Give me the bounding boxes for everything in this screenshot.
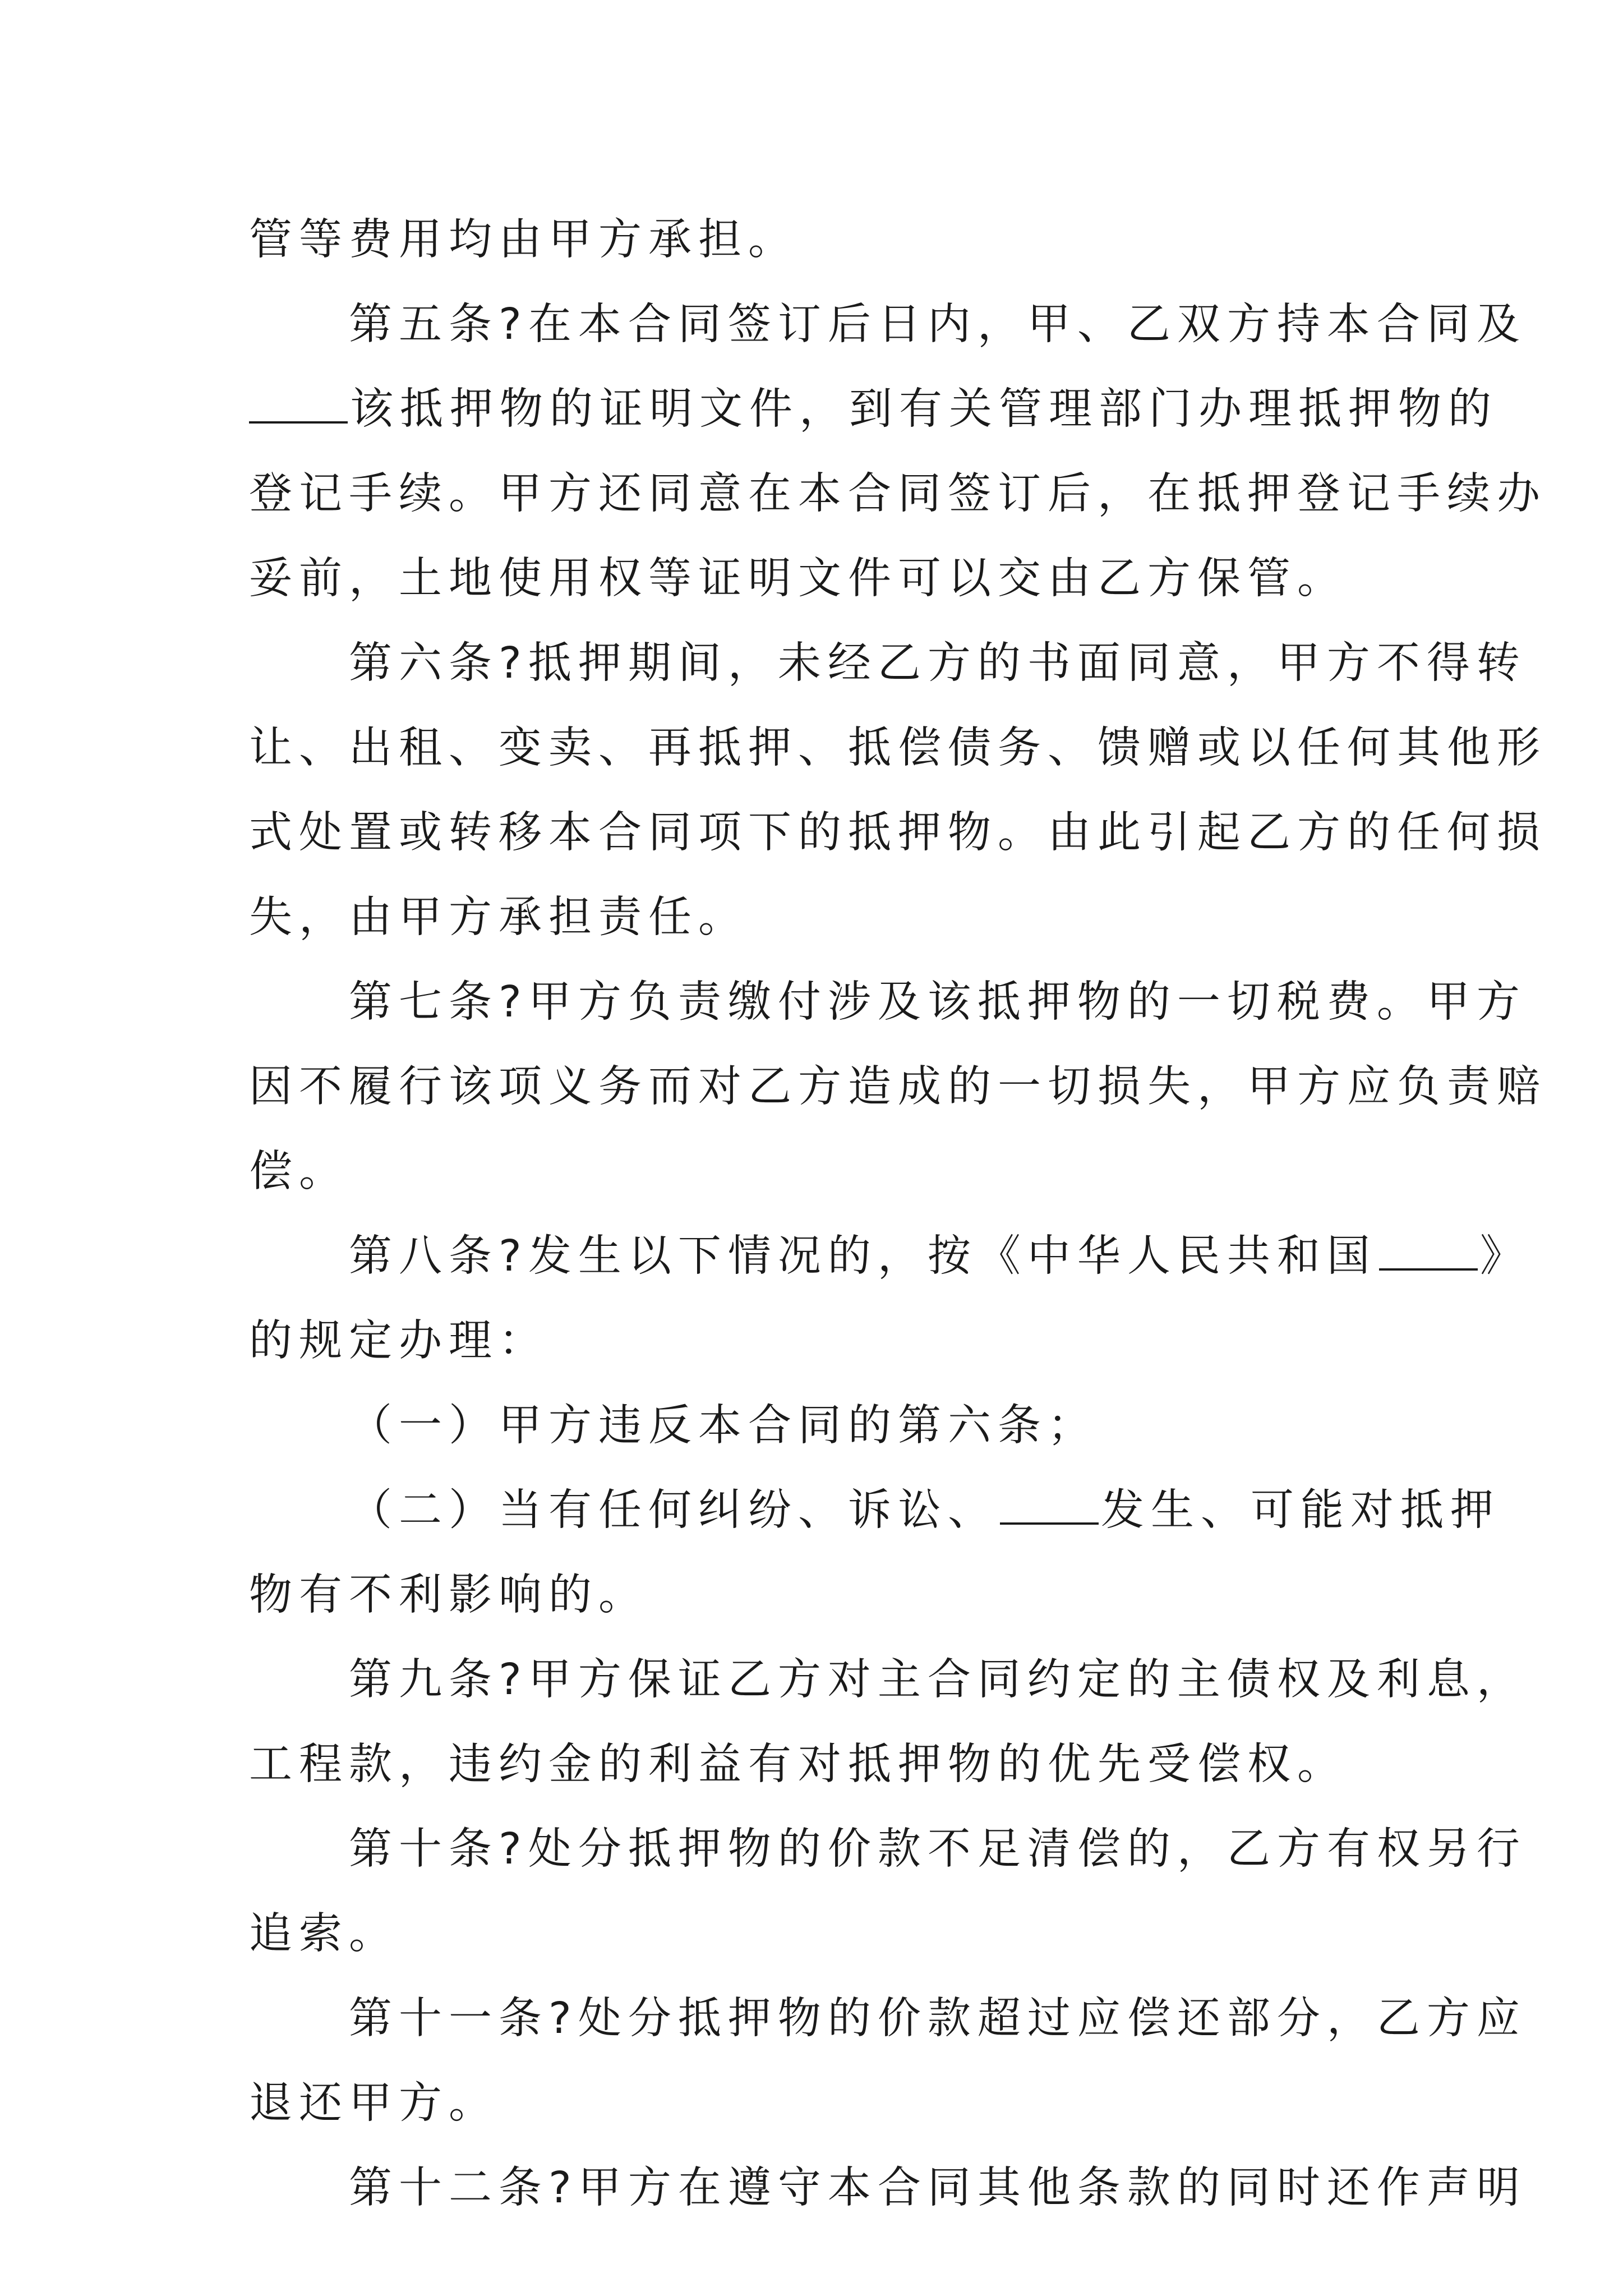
text-line	[249, 536, 1382, 621]
line-text: 的规定办理：	[249, 1316, 548, 1366]
text-line	[249, 875, 1382, 960]
line-text: 第十一条?处分抵押物的价款超过应偿还部分，乙方应	[349, 1994, 1527, 2044]
line-text: 第十二条?甲方在遵守本合同其他条款的同时还作声明	[349, 2163, 1527, 2213]
line-text: 》	[1479, 1231, 1530, 1281]
fill-in-blank	[249, 388, 348, 424]
line-text: 式处置或转移本合同项下的抵押物。由此引起乙方的任何损	[249, 808, 1547, 858]
fill-in-blank	[1000, 1489, 1099, 1525]
text-line	[249, 1299, 1382, 1383]
text-line	[249, 2061, 1382, 2146]
text-line	[249, 1722, 1382, 1807]
text-line	[249, 790, 1547, 875]
text-line	[249, 282, 1527, 367]
text-line	[249, 706, 1547, 790]
line-text: 第五条?在本合同签订后日内，甲、乙双方持本合同及	[349, 300, 1527, 349]
text-line	[249, 1383, 1382, 1468]
line-text: 让、出租、变卖、再抵押、抵偿债务、馈赠或以任何其他形	[249, 723, 1547, 773]
line-text: 工程款，违约金的利益有对抵押物的优先受偿权。	[249, 1740, 1347, 1789]
text-line	[249, 960, 1527, 1045]
line-text: 管等费用均由甲方承担。	[249, 215, 798, 265]
line-text: 因不履行该项义务而对乙方造成的一切损失，甲方应负责赔	[249, 1062, 1547, 1112]
line-text: 退还甲方。	[249, 2078, 499, 2128]
line-text: 物有不利影响的。	[249, 1570, 648, 1620]
line-text: 偿。	[249, 1147, 349, 1197]
text-line	[249, 1045, 1547, 1129]
line-text: 发生、可能对抵押	[1101, 1485, 1500, 1535]
line-text: 登记手续。甲方还同意在本合同签订后，在抵押登记手续办	[249, 469, 1547, 519]
line-text: 失，由甲方承担责任。	[249, 892, 748, 942]
line-text: 第八条?发生以下情况的，按《中华人民共和国	[349, 1231, 1377, 1281]
text-line	[249, 1129, 1382, 1214]
line-text: 该抵押物的证明文件，到有关管理部门办理抵押物的	[350, 384, 1498, 434]
text-line	[249, 2146, 1527, 2230]
line-text: 第六条?抵押期间，未经乙方的书面同意，甲方不得转	[349, 638, 1527, 688]
text-line	[249, 1468, 1500, 1553]
fill-in-blank	[1379, 1235, 1478, 1271]
line-text: 追索。	[249, 1909, 399, 1959]
contract-text	[249, 197, 1547, 2230]
line-text: 第九条?甲方保证乙方对主合同约定的主债权及利息，	[349, 1655, 1527, 1705]
text-line	[249, 1807, 1527, 1892]
text-line	[249, 1553, 1382, 1637]
text-line	[249, 621, 1527, 706]
text-line	[249, 1892, 1382, 1976]
text-line	[249, 367, 1498, 452]
line-text: 第十条?处分抵押物的价款不足清偿的，乙方有权另行	[349, 1824, 1527, 1874]
line-text: （一）甲方违反本合同的第六条；	[349, 1401, 1098, 1451]
line-text: 妥前，土地使用权等证明文件可以交由乙方保管。	[249, 554, 1347, 604]
text-line	[249, 452, 1547, 536]
text-line	[249, 1976, 1527, 2061]
line-text: 第七条?甲方负责缴付涉及该抵押物的一切税费。甲方	[349, 977, 1527, 1027]
text-line	[249, 1637, 1527, 1722]
text-line	[249, 197, 1382, 282]
line-text: （二）当有任何纠纷、诉讼、	[349, 1485, 998, 1535]
text-line	[249, 1214, 1530, 1299]
